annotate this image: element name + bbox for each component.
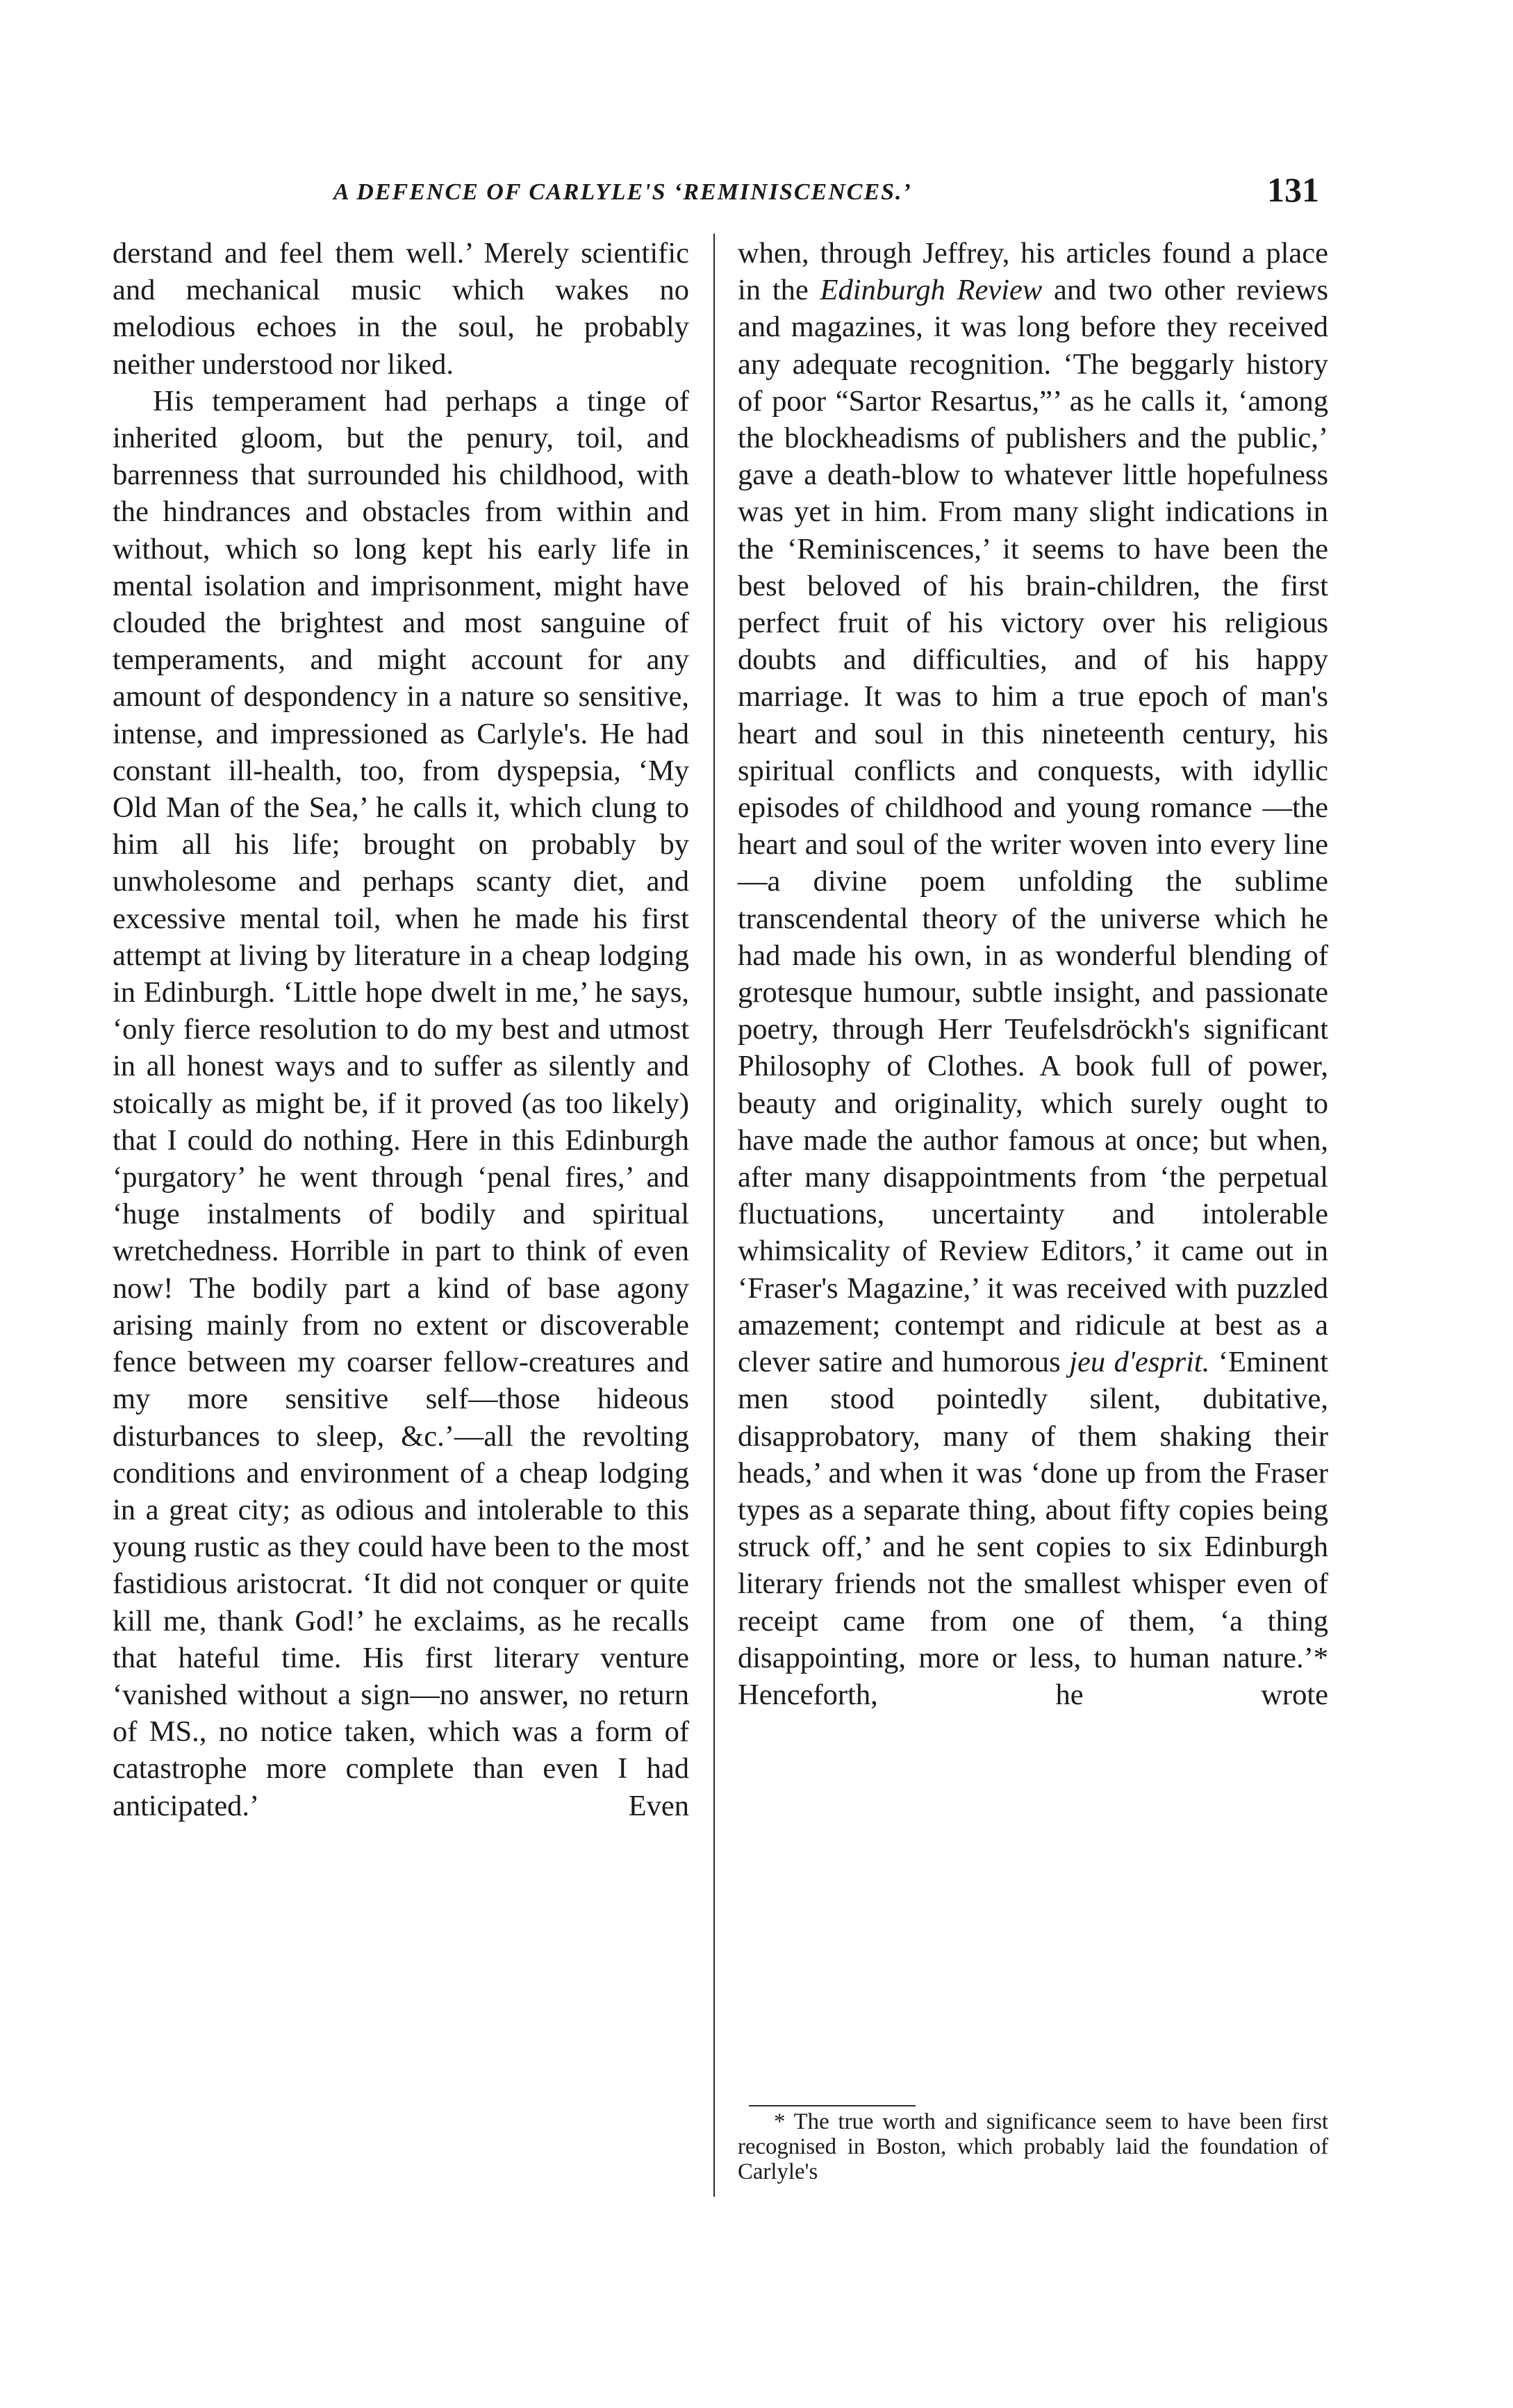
text-run: when, through Jeffrey, his articles found a place in the	[738, 237, 1328, 307]
foreign-phrase: jeu d'esprit.	[1069, 1346, 1210, 1379]
paragraph: derstand and feel them well.’ Merely scientific and mechanical music which wakes no melodious echoes in the soul, he probably neither understood nor liked.	[113, 237, 689, 381]
journal-title: Edinburgh Review	[820, 274, 1043, 307]
paragraph	[738, 235, 1328, 1713]
right-column	[738, 235, 1328, 1713]
running-head: A DEFENCE OF CARLYLE'S ‘REMINISCENCES.’	[333, 179, 912, 205]
text-run: and two other reviews and magazines, it was long before they received any adequate recognition. ‘The beggarly history of poor “Sartor Resartus,”’ as he calls it, ‘among the blockheadisms of publishers and the public,’ gave a death-blow to whatever little hopefulness was yet in him. From many slight indications in the ‘Reminiscences,’ it seems to have been the best beloved of his brain-children, the first perfect fruit of his victory over his religious doubts and difficulties, and of his happy marriage. It was to him a true epoch of man's heart and soul in this nineteenth century, his spiritual conflicts and conquests, with idyllic episodes of childhood and young romance —the heart and soul of the writer woven into every line—a divine poem unfolding the sublime transcendental theory of the universe which he had made his own, in as wonderful blending of grotesque humour, subtle insight, and passionate poetry, through Herr Teufelsdröckh's significant Philosophy of Clothes. A book full of power, beauty and originality, which surely ought to have made the author famous at once; but when, after many disappointments from ‘the perpetual fluctuations, uncertainty and intolerable whimsicality of Review Editors,’ it came out in ‘Fraser's Magazine,’ it was received with puzzled amazement; contempt and ridicule at best as a clever satire and humorous	[738, 274, 1328, 1379]
footnote-text: * The true worth and significance seem to have been first recognised in Boston, which probably laid the foundation of Carlyle's	[738, 2109, 1328, 2184]
footnote-rule	[749, 2105, 916, 2106]
left-column	[113, 235, 689, 1824]
paragraph: His temperament had perhaps a tinge of inherited gloom, but the penury, toil, and barrenness that surrounded his childhood, with the hindrances and obstacles from within and without, which so long kept his early life in mental isolation and imprisonment, might have clouded the brightest and most sanguine of temperaments, and might account for any amount of despondency in a nature so sensitive, intense, and impressioned as Carlyle's. He had constant ill-health, too, from dyspepsia, ‘My Old Man of the Sea,’ he calls it, which clung to him all his life; brought on probably by unwholesome and perhaps scanty diet, and excessive mental toil, when he made his first attempt at living by literature in a cheap lodging in Edinburgh. ‘Little hope dwelt in me,’ he says, ‘only fierce resolution to do my best and utmost in all honest ways and to suffer as silently and stoically as might be, if it proved (as too likely) that I could do nothing. Here in this Edinburgh ‘purgatory’ he went through ‘penal fires,’ and ‘huge instalments of bodily and spiritual wretchedness. Horrible in part to think of even now! The bodily part a kind of base agony arising mainly from no extent or discoverable fence between my coarser fellow-creatures and my more sensitive self—those hideous disturbances to sleep, &c.’—all the revolting conditions and environment of a cheap lodging in a great city; as odious and intolerable to this young rustic as they could have been to the most fastidious aristocrat. ‘It did not conquer or quite kill me, thank God!’ he exclaims, as he recalls that hateful time. His first literary venture ‘vanished without a sign—no answer, no return of MS., no notice taken, which was a form of catastrophe more complete than even I had anticipated.’ Even	[113, 384, 689, 1822]
text-run: ‘Eminent men stood pointedly silent, dubitative, disapprobatory, many of them shaking their heads,’ and when it was ‘done up from the Fraser types as a separate thing, about fifty copies being struck off,’ and he sent copies to six Edinburgh literary friends not the smallest whisper even of receipt came from one of them, ‘a thing disappointing, more or less, to human nature.’* Henceforth, he wrote	[738, 1346, 1328, 1711]
column-rule	[713, 233, 715, 2197]
page-number: 131	[1267, 170, 1319, 209]
footnote	[738, 2109, 1328, 2184]
